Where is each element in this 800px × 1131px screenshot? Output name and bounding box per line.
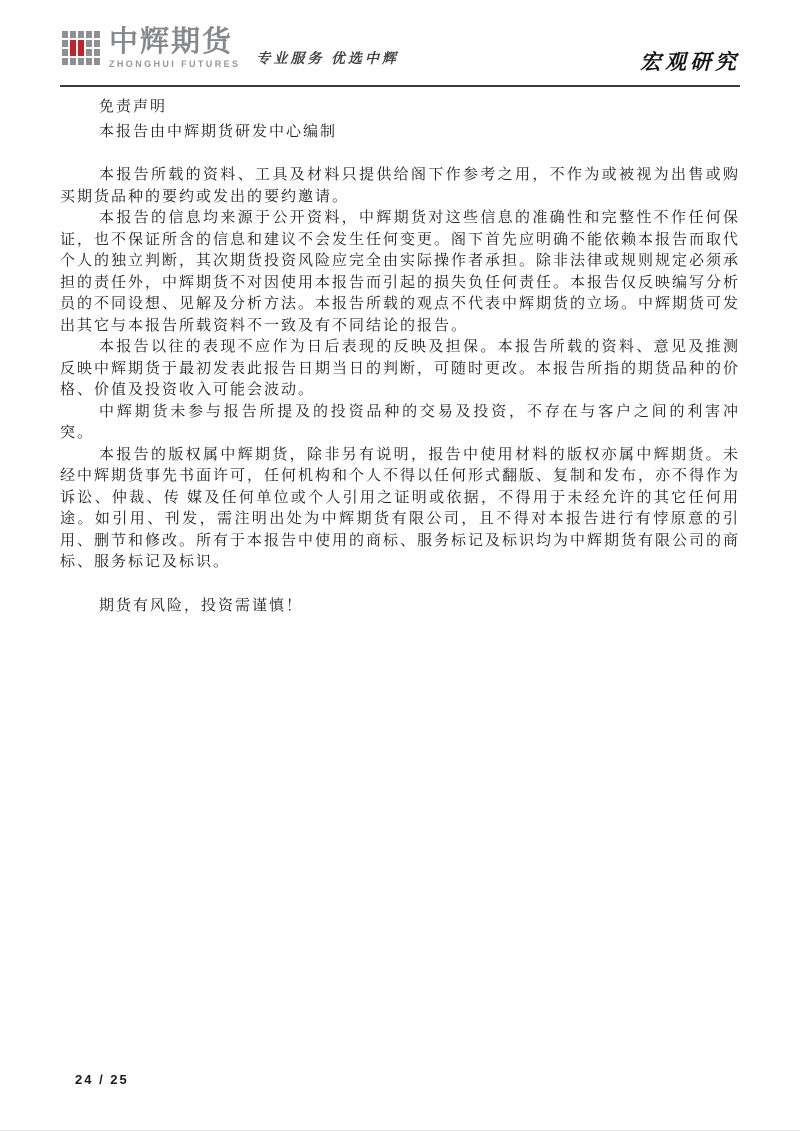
page-header bbox=[60, 0, 740, 87]
disclaimer-paragraph-2: 本报告的信息均来源于公开资料，中辉期货对这些信息的准确性和完整性不作任何保证，也不保证所含的信息和建议不会发生任何变更。阁下首先应明确不能依赖本报告而取代个人的独立判断，其次期货投资风险应完全由实际操作者承担。除非法律或规则规定必须承担的责任外，中辉期货不对因使用本报告而引起的损失负任何责任。本报告仅反映编写分析员的不同设想、见解及分析方法。本报告所载的观点不代表中辉期货的立场。中辉期货可发出其它与本报告所载资料不一致及有不同结论的报告。 bbox=[60, 210, 741, 334]
report-section-title: 宏观研究 bbox=[640, 50, 740, 74]
disclaimer-paragraph-1: 本报告所载的资料、工具及材料只提供给阁下作参考之用，不作为或被视为出售或购买期货品种的要约或发出的要约邀请。 bbox=[60, 167, 740, 205]
brand-name-en: ZHONGHUI FUTURES bbox=[109, 59, 241, 69]
disclaimer-subheading: 本报告由中辉期货研发中心编制 bbox=[99, 124, 338, 140]
disclaimer-heading: 免责声明 bbox=[99, 99, 168, 115]
disclaimer-paragraph-4: 中辉期货未参与报告所提及的投资品种的交易及投资，不存在与客户之间的利害冲突。 bbox=[60, 403, 740, 441]
disclaimer-paragraphs bbox=[60, 165, 740, 574]
disclaimer-paragraph-5: 本报告的版权属中辉期货，除非另有说明，报告中使用材料的版权亦属中辉期货。未经中辉期货事先书面许可，任何机构和个人不得以任何形式翻版、复制和发布，亦不得作为诉讼、仲裁、传 媒及任何单位或个人引用之证明或依据，不得用于未经允许的其它任何用途。如引用、刊发，需注明出处为中辉期货有限公司，且不得对本报告进行有悖原意的引用、删节和修改。所有于本报告中使用的商标、服务标记及标识均为中辉期货有限公司的商标、服务标记及标识。 bbox=[60, 446, 741, 570]
page-number: 24 / 25 bbox=[75, 1072, 129, 1087]
page-footer bbox=[75, 1072, 129, 1087]
brand-block bbox=[109, 28, 240, 69]
risk-warning: 期货有风险，投资需谨慎！ bbox=[99, 597, 304, 614]
brand-tagline: 专业服务 优选中辉 bbox=[256, 52, 399, 67]
zhonghui-logo bbox=[62, 28, 399, 69]
disclaimer-body bbox=[60, 86, 740, 617]
disclaimer-paragraph-3: 本报告以往的表现不应作为日后表现的反映及担保。本报告所载的资料、意见及推测反映中辉期货于最初发表此报告日期当日的判断，可随时更改。本报告所指的期货品种的价格、价值及投资收入可能会波动。 bbox=[60, 339, 741, 398]
zhonghui-logo-icon bbox=[62, 31, 100, 65]
brand-name-cn: 中辉期货 bbox=[109, 26, 234, 58]
